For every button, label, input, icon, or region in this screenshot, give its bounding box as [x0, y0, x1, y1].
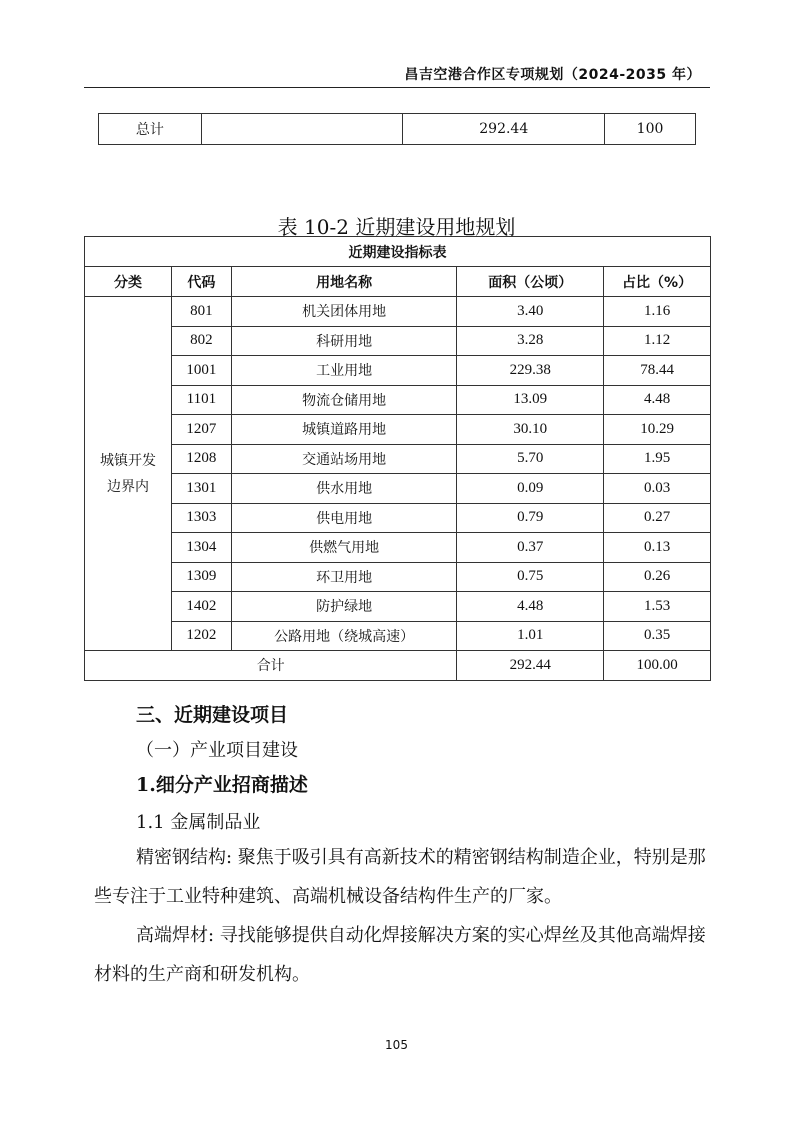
- table-header-row: [85, 267, 711, 297]
- column-header: 用地名称: [231, 267, 457, 297]
- total-row: [85, 651, 711, 681]
- code-cell: 1301: [171, 474, 231, 504]
- area-cell: 5.70: [457, 444, 604, 474]
- ratio-cell: 1.16: [604, 297, 711, 327]
- ratio-cell: 0.35: [604, 621, 711, 651]
- total-label: 合计: [85, 651, 457, 681]
- ratio-cell: 4.48: [604, 385, 711, 415]
- subtopic-heading: 1.1 金属制品业: [136, 812, 261, 833]
- area-cell: 0.75: [457, 562, 604, 592]
- topic-heading: 1.细分产业招商描述: [136, 774, 308, 796]
- running-header: 昌吉空港合作区专项规划（2024-2035 年）: [404, 67, 701, 83]
- area-cell: 30.10: [457, 415, 604, 445]
- total-ratio: 100: [605, 114, 696, 145]
- column-header: 占比（%）: [604, 267, 711, 297]
- code-cell: 1304: [171, 533, 231, 563]
- table-row: [85, 444, 711, 474]
- code-cell: 1402: [171, 592, 231, 622]
- code-cell: 1202: [171, 621, 231, 651]
- blank-cell: [201, 114, 403, 145]
- name-cell: 物流仓储用地: [231, 385, 457, 415]
- area-cell: 0.37: [457, 533, 604, 563]
- total-area: 292.44: [457, 651, 604, 681]
- area-cell: 4.48: [457, 592, 604, 622]
- table-title: 近期建设指标表: [85, 237, 711, 267]
- category-label: 城镇开发边界内: [99, 452, 156, 495]
- name-cell: 供水用地: [231, 474, 457, 504]
- area-cell: 229.38: [457, 356, 604, 386]
- total-ratio: 100.00: [604, 651, 711, 681]
- ratio-cell: 1.12: [604, 326, 711, 356]
- area-cell: 3.40: [457, 297, 604, 327]
- code-cell: 801: [171, 297, 231, 327]
- area-cell: 3.28: [457, 326, 604, 356]
- table-row: [85, 533, 711, 563]
- name-cell: 城镇道路用地: [231, 415, 457, 445]
- name-cell: 工业用地: [231, 356, 457, 386]
- code-cell: 1207: [171, 415, 231, 445]
- table-row: [85, 592, 711, 622]
- name-cell: 供电用地: [231, 503, 457, 533]
- column-header: 面积（公顷）: [457, 267, 604, 297]
- name-cell: 环卫用地: [231, 562, 457, 592]
- ratio-cell: 78.44: [604, 356, 711, 386]
- table-caption: 表 10-2 近期建设用地规划: [277, 215, 516, 239]
- ratio-cell: 10.29: [604, 415, 711, 445]
- name-cell: 防护绿地: [231, 592, 457, 622]
- paragraph: 精密钢结构: 聚焦于吸引具有高新技术的精密钢结构制造企业，特别是那些专注于工业特种建筑、高端机械设备结构件生产的厂家。: [94, 847, 706, 907]
- header-divider: [84, 87, 710, 88]
- summary-table: [98, 113, 696, 145]
- table-row: [85, 385, 711, 415]
- area-cell: 0.79: [457, 503, 604, 533]
- land-use-table: [84, 236, 711, 681]
- code-cell: 1303: [171, 503, 231, 533]
- ratio-cell: 1.95: [604, 444, 711, 474]
- ratio-cell: 0.13: [604, 533, 711, 563]
- area-cell: 0.09: [457, 474, 604, 504]
- column-header: 代码: [171, 267, 231, 297]
- subsection-heading: （一）产业项目建设: [136, 740, 298, 761]
- table-title-row: [85, 237, 711, 267]
- name-cell: 供燃气用地: [231, 533, 457, 563]
- name-cell: 公路用地（绕城高速）: [231, 621, 457, 651]
- table-row: [99, 114, 696, 145]
- area-cell: 1.01: [457, 621, 604, 651]
- ratio-cell: 0.27: [604, 503, 711, 533]
- code-cell: 1208: [171, 444, 231, 474]
- name-cell: 科研用地: [231, 326, 457, 356]
- name-cell: 机关团体用地: [231, 297, 457, 327]
- name-cell: 交通站场用地: [231, 444, 457, 474]
- area-cell: 13.09: [457, 385, 604, 415]
- table-row: [85, 621, 711, 651]
- code-cell: 1001: [171, 356, 231, 386]
- column-header: 分类: [85, 267, 172, 297]
- table-row: [85, 474, 711, 504]
- page-number: 105: [385, 1038, 408, 1052]
- ratio-cell: 1.53: [604, 592, 711, 622]
- table-row: [85, 356, 711, 386]
- table-row: [85, 326, 711, 356]
- ratio-cell: 0.03: [604, 474, 711, 504]
- table-row: [85, 415, 711, 445]
- total-area: 292.44: [403, 114, 605, 145]
- code-cell: 802: [171, 326, 231, 356]
- table-row: [85, 297, 711, 327]
- paragraph: 高端焊材: 寻找能够提供自动化焊接解决方案的实心焊丝及其他高端焊接材料的生产商和研发机构。: [94, 925, 706, 985]
- category-cell: [85, 297, 172, 651]
- section-heading: 三、近期建设项目: [136, 704, 289, 726]
- table-row: [85, 562, 711, 592]
- total-label: 总计: [99, 114, 202, 145]
- ratio-cell: 0.26: [604, 562, 711, 592]
- code-cell: 1309: [171, 562, 231, 592]
- code-cell: 1101: [171, 385, 231, 415]
- table-row: [85, 503, 711, 533]
